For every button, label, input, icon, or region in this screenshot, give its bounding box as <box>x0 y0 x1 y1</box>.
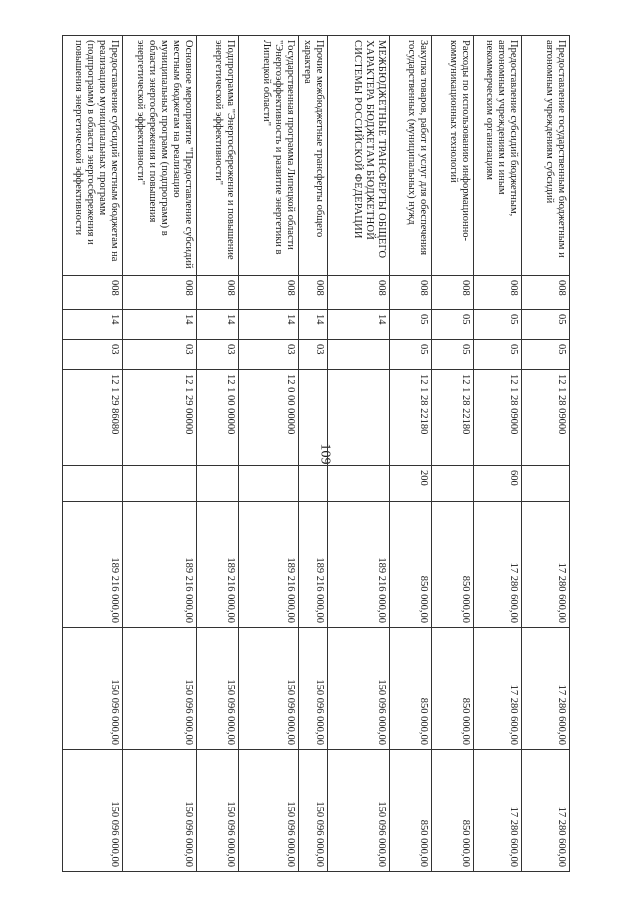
row-name: Предоставление государственным бюджетным и автономным учреждениям субсидий <box>522 36 570 276</box>
ministry-code: 008 <box>522 276 570 310</box>
expense-type-code: 600 <box>474 466 522 502</box>
ministry-code: 008 <box>432 276 474 310</box>
target-article-code <box>298 370 327 466</box>
ministry-code: 008 <box>474 276 522 310</box>
expense-type-code <box>298 466 327 502</box>
section-code: 14 <box>62 310 122 340</box>
amount-year-2: 17 280 600,00 <box>522 628 570 750</box>
amount-year-3: 850 000,00 <box>432 750 474 872</box>
rotated-table-container <box>70 35 570 871</box>
subsection-code: 05 <box>522 340 570 370</box>
amount-year-2: 150 096 000,00 <box>196 628 238 750</box>
target-article-code: 12 1 28 22180 <box>432 370 474 466</box>
subsection-code: 05 <box>474 340 522 370</box>
target-article-code <box>328 370 390 466</box>
target-article-code: 12 1 28 09000 <box>474 370 522 466</box>
subsection-code: 03 <box>62 340 122 370</box>
row-name: Предоставление субсидий бюджетным, автономным учреждениям и иным некоммерческим организациям <box>474 36 522 276</box>
amount-year-3: 150 096 000,00 <box>238 750 298 872</box>
target-article-code: 12 1 00 00000 <box>196 370 238 466</box>
amount-year-1: 189 216 000,00 <box>62 502 122 628</box>
ministry-code: 008 <box>122 276 196 310</box>
row-name: МЕЖБЮДЖЕТНЫЕ ТРАНСФЕРТЫ ОБЩЕГО ХАРАКТЕРА БЮДЖЕТАМ БЮДЖЕТНОЙ СИСТЕМЫ РОССИЙСКОЙ ФЕДЕРАЦИИ <box>328 36 390 276</box>
section-code: 05 <box>390 310 432 340</box>
table-row <box>298 36 327 872</box>
expense-type-code <box>196 466 238 502</box>
subsection-code: 03 <box>122 340 196 370</box>
amount-year-1: 850 000,00 <box>432 502 474 628</box>
amount-year-2: 150 096 000,00 <box>238 628 298 750</box>
amount-year-2: 150 096 000,00 <box>328 628 390 750</box>
target-article-code: 12 1 28 22180 <box>390 370 432 466</box>
ministry-code: 008 <box>328 276 390 310</box>
target-article-code: 12 1 28 09000 <box>522 370 570 466</box>
row-name: Расходы по использованию информационно-коммуникационных технологий <box>432 36 474 276</box>
amount-year-3: 150 096 000,00 <box>328 750 390 872</box>
page-number: 109 <box>317 443 333 465</box>
section-code: 05 <box>474 310 522 340</box>
amount-year-1: 17 280 600,00 <box>474 502 522 628</box>
table-row <box>62 36 122 872</box>
amount-year-3: 150 096 000,00 <box>62 750 122 872</box>
section-code: 05 <box>432 310 474 340</box>
row-name: Закупка товаров, работ и услуг для обеспечения государственных (муниципальных) нужд <box>390 36 432 276</box>
row-name: Подпрограмма "Энергосбережение и повышение энергетической эффективности" <box>196 36 238 276</box>
row-name: Государственная программа Липецкой области "Энергоэффективность и развитие энергетики в Липецкой области" <box>238 36 298 276</box>
target-article-code: 12 1 29 00000 <box>122 370 196 466</box>
amount-year-2: 150 096 000,00 <box>62 628 122 750</box>
amount-year-1: 17 280 600,00 <box>522 502 570 628</box>
table-row <box>328 36 390 872</box>
subsection-code: 03 <box>238 340 298 370</box>
budget-table <box>62 35 570 872</box>
row-name: Предоставление субсидий местным бюджетам на реализацию муниципальных программ (подпрограмм) в области энергосбережения и повышения энергетической эффективности <box>62 36 122 276</box>
amount-year-1: 189 216 000,00 <box>238 502 298 628</box>
section-code: 14 <box>238 310 298 340</box>
table-row <box>432 36 474 872</box>
amount-year-1: 189 216 000,00 <box>196 502 238 628</box>
table-row <box>238 36 298 872</box>
section-code: 14 <box>328 310 390 340</box>
ministry-code: 008 <box>298 276 327 310</box>
ministry-code: 008 <box>390 276 432 310</box>
amount-year-3: 150 096 000,00 <box>122 750 196 872</box>
section-code: 05 <box>522 310 570 340</box>
amount-year-3: 17 280 600,00 <box>474 750 522 872</box>
row-name: Прочие межбюджетные трансферты общего характера <box>298 36 327 276</box>
table-row <box>122 36 196 872</box>
expense-type-code <box>238 466 298 502</box>
expense-type-code <box>522 466 570 502</box>
amount-year-2: 17 280 600,00 <box>474 628 522 750</box>
expense-type-code <box>328 466 390 502</box>
subsection-code: 05 <box>390 340 432 370</box>
subsection-code <box>328 340 390 370</box>
amount-year-1: 850 000,00 <box>390 502 432 628</box>
expense-type-code: 200 <box>390 466 432 502</box>
amount-year-3: 150 096 000,00 <box>298 750 327 872</box>
amount-year-2: 850 000,00 <box>432 628 474 750</box>
amount-year-3: 150 096 000,00 <box>196 750 238 872</box>
row-name: Основное мероприятие "Предоставление субсидий местным бюджетам на реализацию муниципальных программ (подпрограмм) в области энергосбережения и повышения энергетической эффективности" <box>122 36 196 276</box>
table-row <box>522 36 570 872</box>
target-article-code: 12 0 00 00000 <box>238 370 298 466</box>
amount-year-3: 17 280 600,00 <box>522 750 570 872</box>
table-row <box>474 36 522 872</box>
expense-type-code <box>432 466 474 502</box>
subsection-code: 05 <box>432 340 474 370</box>
target-article-code: 12 1 29 86080 <box>62 370 122 466</box>
table-row <box>390 36 432 872</box>
amount-year-1: 189 216 000,00 <box>328 502 390 628</box>
amount-year-1: 189 216 000,00 <box>298 502 327 628</box>
subsection-code: 03 <box>298 340 327 370</box>
expense-type-code <box>122 466 196 502</box>
ministry-code: 008 <box>238 276 298 310</box>
section-code: 14 <box>196 310 238 340</box>
section-code: 14 <box>122 310 196 340</box>
expense-type-code <box>62 466 122 502</box>
amount-year-3: 850 000,00 <box>390 750 432 872</box>
amount-year-2: 150 096 000,00 <box>298 628 327 750</box>
amount-year-2: 150 096 000,00 <box>122 628 196 750</box>
amount-year-2: 850 000,00 <box>390 628 432 750</box>
table-row <box>196 36 238 872</box>
ministry-code: 008 <box>62 276 122 310</box>
amount-year-1: 189 216 000,00 <box>122 502 196 628</box>
subsection-code: 03 <box>196 340 238 370</box>
ministry-code: 008 <box>196 276 238 310</box>
section-code: 14 <box>298 310 327 340</box>
